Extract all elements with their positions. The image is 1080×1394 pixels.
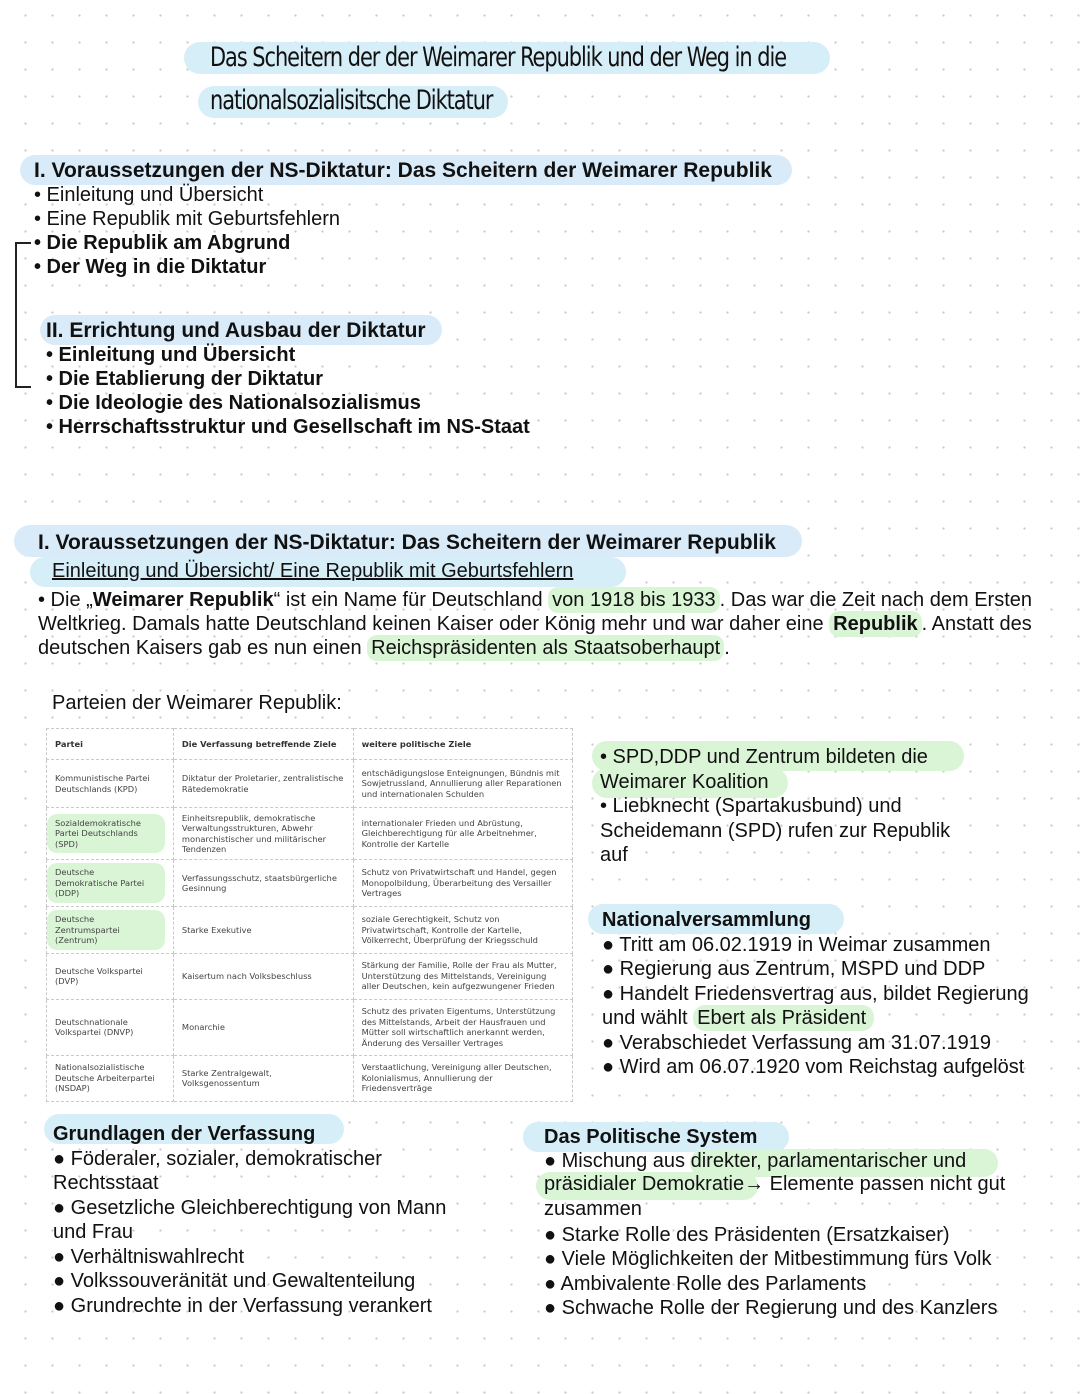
outline-section1-heading: I. Voraussetzungen der NS-Diktatur: Das Scheitern der Weimarer Republik [34,159,772,182]
list-item: ● Starke Rolle des Präsidenten (Ersatzkaiser) [544,1223,950,1246]
party-name [47,907,174,954]
party-name [47,808,174,860]
list-item-text: und wählt [602,1007,694,1029]
list-item: Rechtsstaat [53,1172,159,1194]
outline-section2-heading: II. Errichtung und Ausbau der Diktatur [46,319,426,342]
list-item [544,1173,1005,1196]
section-subheading: Einleitung und Übersicht/ Eine Republik mit Geburtsfehlern [52,560,574,582]
list-item: ● Viele Möglichkeiten der Mitbestimmung fürs Volk [544,1248,992,1270]
party-other-goals: Stärkung der Familie, Rolle der Frau als Mutter, Unterstützung des Mittelstands, Vereinigung aller Deutschen, kein aufgezwungener Frieden [353,953,572,999]
list-item: ● Gesetzliche Gleichberechtigung von Mann [53,1196,447,1219]
party-constitution-goals: Starke Zentralgewalt, Volksgenossentum [173,1055,353,1101]
party-name: Deutschnationale Volkspartei (DNVP) [47,999,174,1055]
table-row [47,760,573,808]
list-item: ● Grundrechte in der Verfassung verankert [53,1294,432,1317]
party-name-highlight: Deutsche Zentrumspartei (Zentrum) [47,910,165,950]
list-item: ● Verabschiedet Verfassung am 31.07.1919 [602,1031,992,1054]
outline-item: • Die Etablierung der Diktatur [46,368,324,390]
table-row [47,953,573,999]
list-item [602,1006,1029,1031]
list-item-text: ● Mischung aus [544,1149,691,1172]
table-row [47,808,573,860]
verfassung-heading: Grundlagen der Verfassung [53,1123,316,1145]
outline-item: • Herrschaftsstruktur und Gesellschaft im NS-Staat [46,416,530,438]
outline-item: • Einleitung und Übersicht [34,184,264,206]
outline-item: • Einleitung und Übersicht [46,344,296,366]
system-box [544,1125,1005,1321]
list-item: ● Tritt am 06.02.1919 in Weimar zusammen [602,933,991,956]
table-row [47,907,573,954]
table-row [47,999,573,1055]
list-item: ● Wird am 06.07.1920 vom Reichstag aufgelöst [602,1056,1025,1078]
intro-text: “ ist ein Name für Deutschland [273,589,549,611]
list-item: ● Verhältniswahlrecht [53,1245,245,1268]
note-line: Weimarer Koalition [600,770,769,793]
intro-highlight-president: Reichspräsidenten als Staatsoberhaupt [367,635,724,661]
highlight-ebert: Ebert als Präsident [693,1005,874,1031]
intro-text: . Anstatt des deutschen Kaisers gab es nun einen [38,613,1032,659]
party-name [47,860,174,907]
note-line: Scheidemann (SPD) rufen zur Republik [600,819,951,842]
note-line: • SPD,DDP und Zentrum bildeten die [600,746,928,768]
party-name: Deutsche Volkspartei (DVP) [47,953,174,999]
parties-caption: Parteien der Weimarer Republik: [52,692,342,714]
list-item [544,1150,1005,1173]
party-constitution-goals: Monarchie [173,999,353,1055]
party-other-goals: Schutz von Privatwirtschaft und Handel, gegen Monopolbildung, Überarbeitung des Versailler Vertrages [353,860,572,907]
highlight-democracy: präsidialer Demokratie [544,1172,745,1195]
intro-text: • Die „ [38,589,93,611]
table-row [47,1055,573,1101]
verfassung-box [53,1122,446,1318]
table-header-row [47,729,573,760]
page-title-line-2: nationalsozialisitsche Diktatur [210,85,493,116]
party-name: Kommunistische Partei Deutschlands (KPD) [47,760,174,808]
list-item: ● Ambivalente Rolle des Parlaments [544,1272,867,1295]
party-name: Nationalsozialistische Deutsche Arbeiterpartei (NSDAP) [47,1055,174,1101]
intro-bold-term: Weimarer Republik [92,589,274,611]
table-header-weitere: weitere politische Ziele [353,729,572,760]
list-item: ● Volkssouveränität und Gewaltenteilung [53,1270,416,1292]
outline-item: • Der Weg in die Diktatur [34,256,267,278]
party-constitution-goals: Starke Exekutive [173,907,353,954]
list-item: zusammen [544,1197,642,1220]
intro-text: . [724,637,730,659]
table-header-verfassung: Die Verfassung betreffende Ziele [173,729,353,760]
list-item-text: → Elemente passen nicht gut [744,1172,1006,1195]
list-item: ● Schwache Rolle der Regierung und des Kanzlers [544,1297,998,1319]
party-constitution-goals: Einheitsrepublik, demokratische Verwaltungsstrukturen, Abwehr monarchistischer und militärischer Tendenzen [173,808,353,860]
intro-bold-republik: Republik [829,611,921,637]
party-constitution-goals: Diktatur der Proletarier, zentralistische Rätedemokratie [173,760,353,808]
party-other-goals: Schutz des privaten Eigentums, Unterstützung des Mittelstands, Arbeit der Hausfrauen und Mütter soll wirtschaftlich anerkannt werden, Änderung des Versailler Vertrages [353,999,572,1055]
parties-table [46,728,573,1102]
list-item: ● Regierung aus Zentrum, MSPD und DDP [602,958,986,980]
party-other-goals: soziale Gerechtigkeit, Schutz von Privatwirtschaft, Kontrolle der Kartelle, Völkerrecht, Überprüfung der Kriegsschuld [353,907,572,954]
nationalversammlung-box [602,908,1029,1080]
list-item: ● Föderaler, sozialer, demokratischer [53,1147,382,1170]
outline-item: • Eine Republik mit Geburtsfehlern [34,208,341,230]
party-other-goals: internationaler Frieden und Abrüstung, Gleichberechtigung für alle Arbeitnehmer, Kontrolle der Kartelle [353,808,572,860]
intro-paragraph [38,588,1038,660]
list-item: ● Handelt Friedensvertrag aus, bildet Regierung [602,982,1029,1005]
party-constitution-goals: Verfassungsschutz, staatsbürgerliche Gesinnung [173,860,353,907]
party-name-highlight: Sozialdemokratische Partei Deutschlands (SPD) [47,814,165,854]
koalition-note [600,745,950,868]
note-line: • Liebknecht (Spartakusbund) und [600,795,902,817]
party-name-highlight: Deutsche Demokratische Partei (DDP) [47,863,165,903]
intro-highlight-years: von 1918 bis 1933 [548,587,719,613]
intro-text: . Das war die Zeit nach dem Ersten Weltkrieg. Damals hatte Deutschland keinen Kaiser oder König mehr und war daher eine [38,589,1032,635]
table-header-partei: Partei [47,729,174,760]
outline-item: • Die Republik am Abgrund [34,232,291,254]
party-other-goals: entschädigungslose Enteignungen, Bündnis mit Sowjetrussland, Annullierung aller Reparationen und internationalen Schulden [353,760,572,808]
list-item: und Frau [53,1221,134,1243]
page-title-line-1: Das Scheitern der der Weimarer Republik und der Weg in die [210,42,787,73]
section-heading: I. Voraussetzungen der NS-Diktatur: Das Scheitern der Weimarer Republik [38,531,776,554]
party-constitution-goals: Kaisertum nach Volksbeschluss [173,953,353,999]
table-row [47,860,573,907]
nationalversammlung-heading: Nationalversammlung [602,909,811,931]
note-line: auf [600,844,628,866]
highlight-democracy: direkter, parlamentarischer und [690,1149,967,1172]
bracket-connector [15,242,31,388]
outline-item: • Die Ideologie des Nationalsozialismus [46,392,421,414]
party-other-goals: Verstaatlichung, Vereinigung aller Deutschen, Kolonialismus, Annullierung der Friedensverträge [353,1055,572,1101]
system-heading: Das Politische System [544,1126,758,1148]
